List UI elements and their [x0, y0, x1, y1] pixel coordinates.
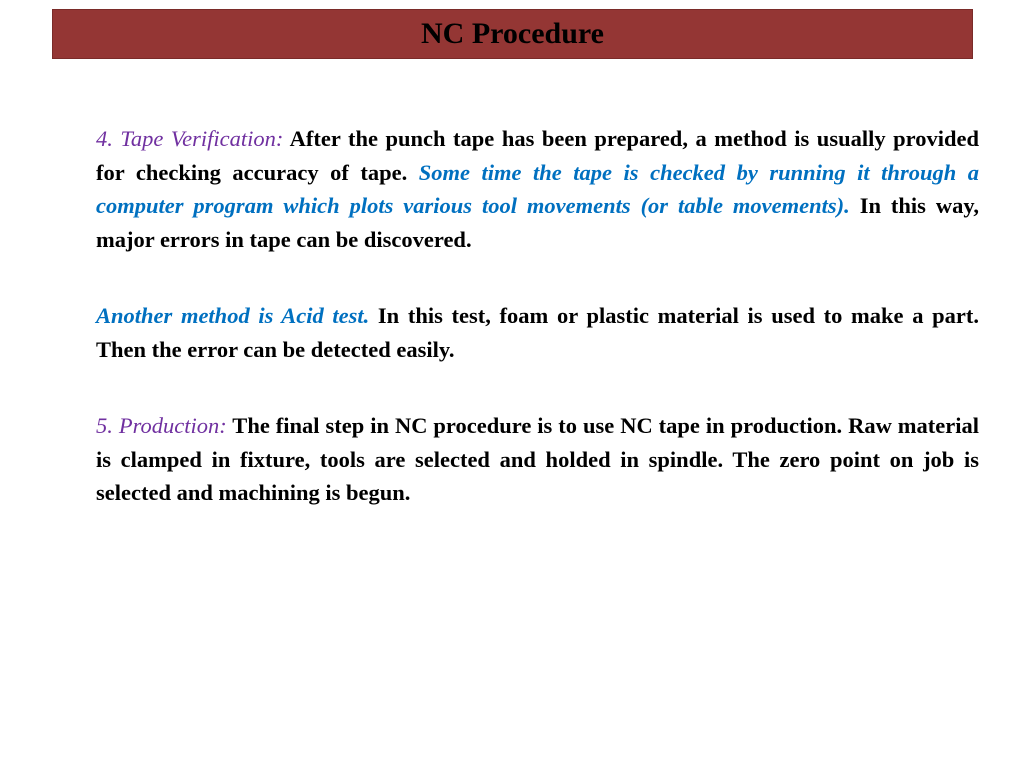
- slide-title: NC Procedure: [420, 17, 605, 50]
- title-bar: [52, 9, 973, 59]
- acid-test-text: In this test, foam or plastic material is used to make a part. Then the error can be detected easily.: [96, 303, 979, 362]
- acid-test-emphasis: Another method is Acid test.: [96, 303, 370, 328]
- paragraph-tape-verification: [96, 122, 979, 256]
- tape-verification-text: After the punch tape has been prepared, a method is usually provided for checking accuracy of tape.: [96, 126, 979, 185]
- production-heading: 5. Production:: [96, 413, 227, 438]
- paragraph-acid-test: [96, 299, 979, 366]
- production-text: The final step in NC procedure is to use NC tape in production. Raw material is clamped in fixture, tools are selected and holded in spindle. The zero point on job is selected and machining is begun.: [96, 413, 979, 505]
- tape-verification-heading: 4. Tape Verification:: [96, 126, 284, 151]
- slide-body: [96, 122, 979, 510]
- tape-verification-emphasis: Some time the tape is checked by running it through a computer program which plots various tool movements (or table movements).: [96, 159, 979, 218]
- paragraph-production: [96, 409, 979, 510]
- tape-verification-conclusion: In this way, major errors in tape can be discovered.: [96, 193, 979, 252]
